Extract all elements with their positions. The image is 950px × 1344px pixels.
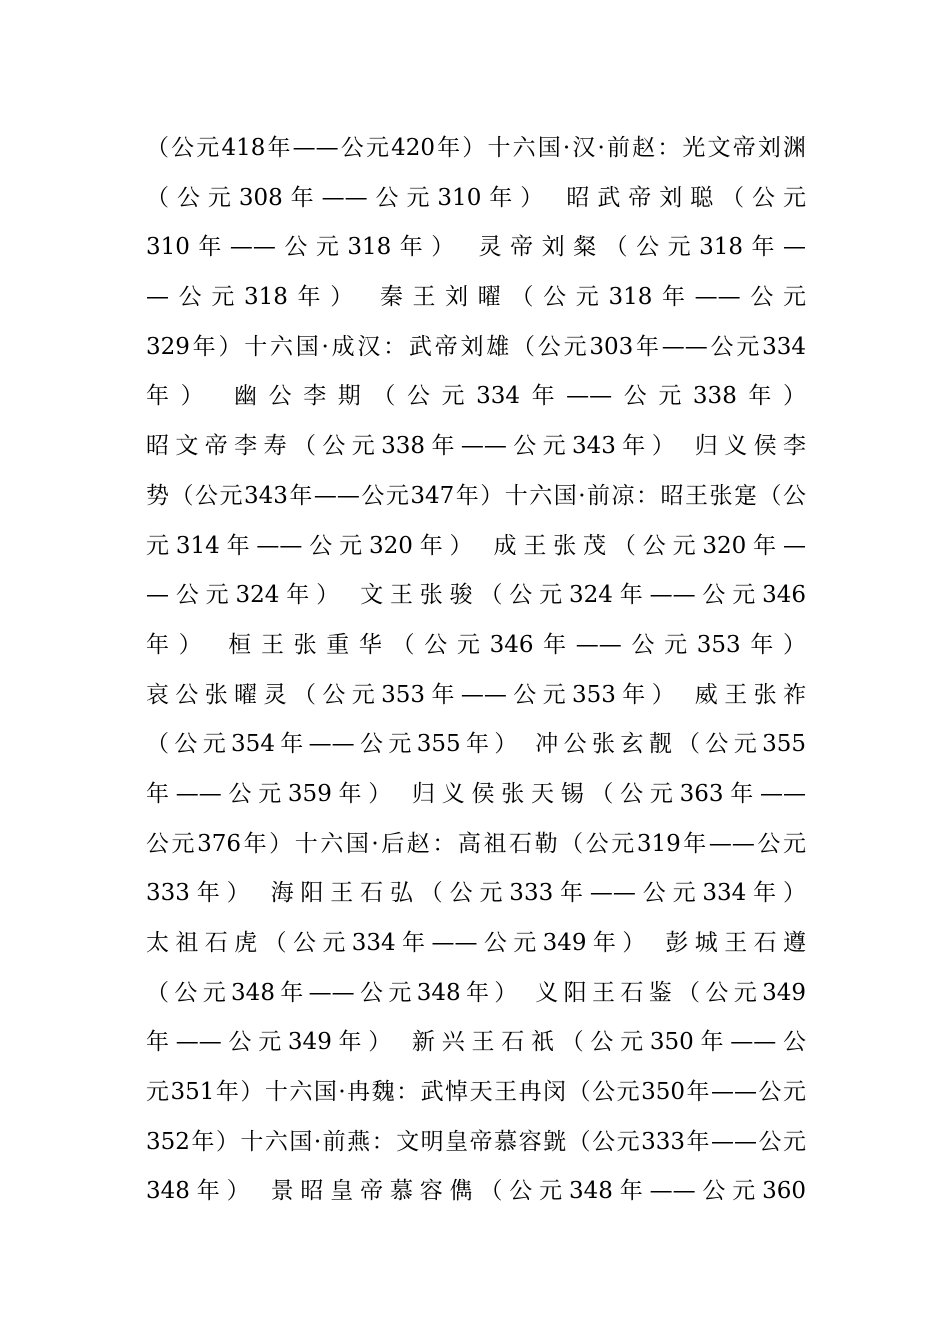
text-line: 352年）十六国·前燕：文明皇帝慕容皝（公元333年——公元	[146, 1128, 806, 1155]
text-line: —公元318年） 秦王刘曜（公元318年——公元	[146, 284, 806, 311]
text-line: 310年——公元318年） 灵帝刘粲（公元318年—	[146, 234, 806, 261]
text-line: 元314年——公元320年） 成王张茂（公元320年—	[146, 532, 806, 559]
text-line: 哀公张曜灵（公元353年——公元353年） 威王张祚	[146, 681, 806, 708]
text-line: 333年） 海阳王石弘（公元333年——公元334年）	[146, 880, 806, 907]
text-line: 太祖石虎（公元334年——公元349年） 彭城王石遵	[146, 930, 806, 956]
text-line: 年——公元359年） 归义侯张天锡（公元363年——	[146, 780, 806, 807]
text-line: 势（公元343年——公元347年）十六国·前凉：昭王张寔（公	[146, 482, 806, 509]
text-line: 公元376年）十六国·后赵：高祖石勒（公元319年——公元	[146, 830, 806, 857]
text-line: 年） 桓王张重华（公元346年——公元353年）	[146, 631, 806, 658]
text-line: 348年） 景昭皇帝慕容儁（公元348年——公元360	[146, 1178, 806, 1205]
text-line: （公元354年——公元355年） 冲公张玄靓（公元355	[146, 731, 806, 758]
text-line: —公元324年） 文王张骏（公元324年——公元346	[146, 582, 806, 609]
text-line: 元351年）十六国·冉魏：武悼天王冉闵（公元350年——公元	[146, 1079, 806, 1106]
text-line: （公元308年——公元310年） 昭武帝刘聪（公元	[146, 184, 806, 211]
document-body	[146, 124, 806, 1217]
text-line: （公元348年——公元348年） 义阳王石鉴（公元349	[146, 979, 806, 1006]
text-line: 329年）十六国·成汉：武帝刘雄（公元303年——公元334	[146, 333, 806, 360]
text-line: 年——公元349年） 新兴王石祇（公元350年——公	[146, 1029, 806, 1056]
text-line: 年） 幽公李期（公元334年——公元338年）	[146, 383, 806, 410]
text-line: （公元418年——公元420年）十六国·汉·前赵：光文帝刘渊	[146, 135, 806, 161]
text-line: 昭文帝李寿（公元338年——公元343年） 归义侯李	[146, 433, 806, 460]
